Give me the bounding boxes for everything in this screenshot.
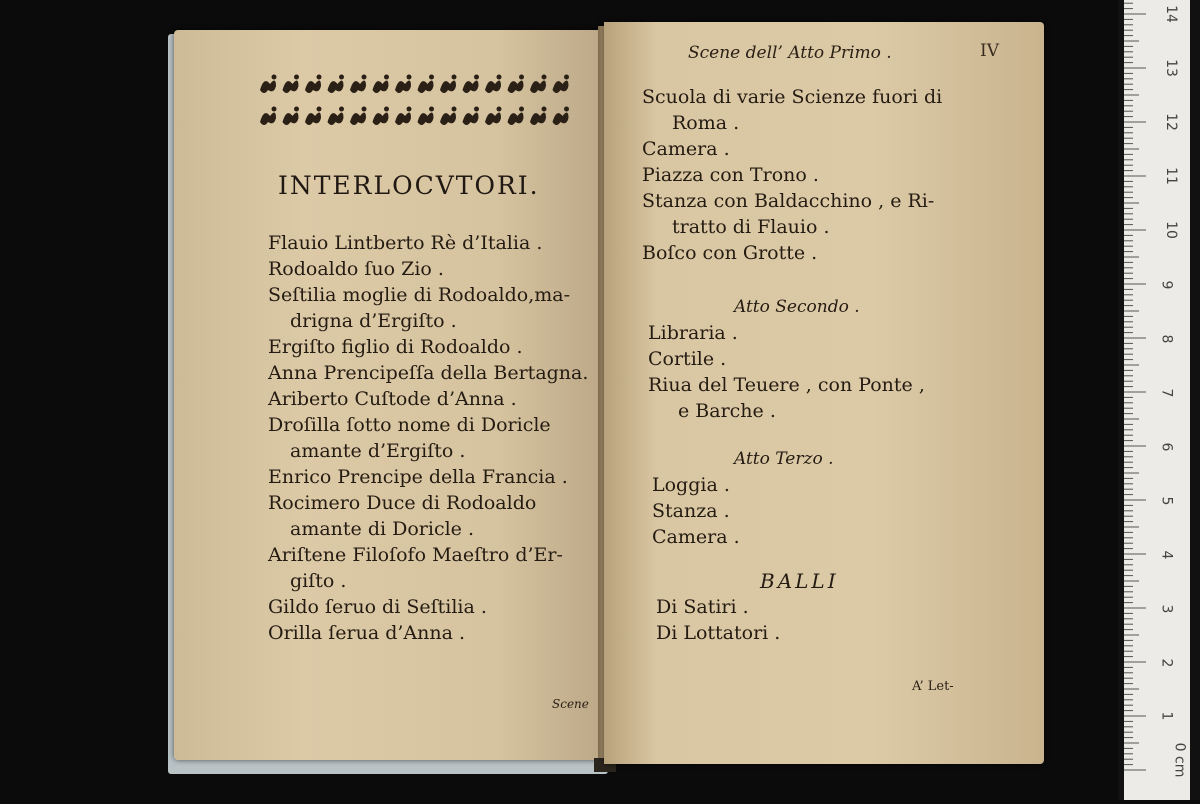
character-list: [268, 232, 588, 648]
list-item: Boſco con Grotte .: [642, 242, 818, 264]
list-item: amante di Doricle .: [290, 518, 474, 540]
ruler-number: 1: [1158, 711, 1175, 721]
list-item: Roma .: [672, 112, 740, 134]
list-item: giſto .: [290, 570, 347, 592]
act3-title: Atto Terzo .: [734, 449, 834, 469]
right-page: [604, 22, 1044, 764]
balli-title: BALLI: [760, 569, 839, 593]
list-item: Camera .: [652, 526, 740, 548]
ruler-number: 7: [1158, 388, 1175, 398]
list-item: amante d’Ergiſto .: [290, 440, 466, 462]
list-item: Flauio Lintberto Rè d’Italia .: [268, 232, 543, 254]
running-title: Scene dell’ Atto Primo .: [688, 43, 892, 63]
list-item: Gildo ſeruo di Seſtilia .: [268, 596, 487, 618]
interlocutors-heading: INTERLOCVTORI.: [278, 171, 540, 200]
ruler-number: 9: [1158, 280, 1175, 290]
list-item: Anna Prencipeſſa della Bertagna.: [268, 362, 589, 384]
open-book: [168, 22, 1048, 774]
fleuron-ornament: [256, 68, 578, 134]
ruler-number: 11: [1162, 167, 1179, 185]
list-item: Di Lottatori .: [656, 622, 781, 644]
ruler-number: 2: [1158, 658, 1175, 668]
left-page: [174, 30, 604, 760]
act2-scene-list: [648, 322, 925, 426]
list-item: Ariſtene Filoſofo Maeſtro d’Er-: [268, 544, 563, 566]
ruler-number: 3: [1158, 604, 1175, 614]
ruler-unit-label: 0 cm: [1171, 742, 1188, 778]
ruler-scale: [1124, 0, 1190, 800]
list-item: Rodoaldo ſuo Zio .: [268, 258, 444, 280]
ruler-number: 6: [1158, 442, 1175, 452]
list-item: Piazza con Trono .: [642, 164, 819, 186]
measuring-ruler: [1118, 0, 1200, 800]
ruler-number: 8: [1158, 334, 1175, 344]
list-item: tratto di Flauio .: [672, 216, 830, 238]
list-item: Rocimero Duce di Rodoaldo: [268, 492, 537, 514]
list-item: Scuola di varie Scienze fuori di: [642, 86, 943, 108]
ruler-number: 12: [1162, 113, 1179, 131]
list-item: Loggia .: [652, 474, 730, 496]
act1-scene-list: [642, 86, 942, 268]
list-item: Ariberto Cuſtode d’Anna .: [268, 388, 517, 410]
list-item: e Barche .: [678, 400, 776, 422]
list-item: Orilla ſerua d’Anna .: [268, 622, 466, 644]
ruler-number: 10: [1162, 221, 1179, 239]
list-item: Droſilla ſotto nome di Doricle: [268, 414, 551, 436]
ruler-number: 5: [1158, 496, 1175, 506]
balli-list: [656, 596, 780, 648]
ruler-ticks: [1124, 0, 1190, 800]
act3-scene-list: [652, 474, 740, 552]
list-item: Seſtilia moglie di Rodoaldo,ma-: [268, 284, 571, 306]
list-item: Stanza .: [652, 500, 730, 522]
list-item: Libraria .: [648, 322, 738, 344]
catchword-right: A’ Let-: [912, 679, 954, 694]
list-item: Stanza con Baldacchino , e Ri-: [642, 190, 935, 212]
ruler-number: 13: [1162, 59, 1179, 77]
ruler-number: 14: [1162, 5, 1179, 23]
ruler-number: 4: [1158, 550, 1175, 560]
list-item: Enrico Prencipe della Francia .: [268, 466, 568, 488]
list-item: Camera .: [642, 138, 730, 160]
list-item: Riua del Teuere , con Ponte ,: [648, 374, 925, 396]
list-item: Cortile .: [648, 348, 727, 370]
act2-title: Atto Secondo .: [734, 297, 860, 317]
list-item: Ergiſto figlio di Rodoaldo .: [268, 336, 523, 358]
catchword-left: Scene: [552, 697, 589, 711]
list-item: Di Satiri .: [656, 596, 749, 618]
folio-number: IV: [980, 41, 999, 61]
list-item: drigna d’Ergiſto .: [290, 310, 457, 332]
